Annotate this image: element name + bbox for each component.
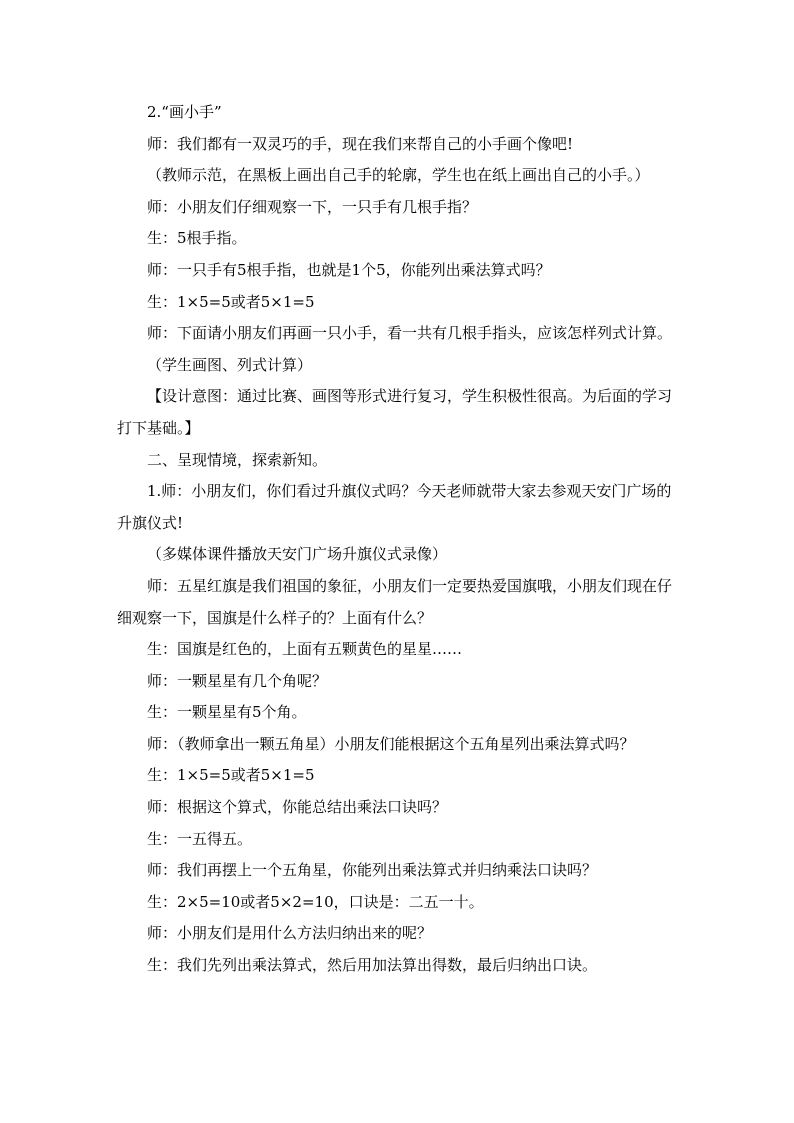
paragraph-8: 师：下面请小朋友们再画一只小手，看一共有几根手指头，应该怎样列式计算。: [147, 324, 673, 343]
paragraph-19: 生：1×5=5或者5×1=5: [147, 766, 315, 785]
paragraph-18: 师：（教师拿出一颗五角星）小朋友们能根据这个五角星列出乘法算式吗？: [147, 734, 635, 753]
section-heading: 二、呈现情境，探索新知。: [147, 450, 328, 469]
paragraph-23: 生：2×5=10或者5×2=10，口诀是：二五一十。: [147, 892, 484, 911]
paragraph-21: 生：一五得五。: [147, 829, 253, 848]
paragraph-24: 师：小朋友们是用什么方法归纳出来的呢？: [147, 924, 433, 943]
design-intent-note: 【设计意图：通过比赛、画图等形式进行复习，学生积极性很高。为后面的学习打下基础。】: [117, 387, 673, 437]
document-page: [117, 97, 677, 982]
paragraph-6: 师：一只手有5根手指，也就是1个5，你能列出乘法算式吗？: [147, 260, 551, 279]
paragraph-13: （多媒体课件播放天安门广场升旗仪式录像）: [147, 545, 448, 564]
paragraph-25: 生：我们先列出乘法算式，然后用加法算出得数，最后归纳出口诀。: [147, 956, 598, 975]
paragraph-1: 2.“画小手”: [147, 103, 222, 121]
paragraph-16: 师：一颗星星有几个角呢？: [147, 671, 328, 690]
paragraph-9: （学生画图、列式计算）: [147, 355, 313, 374]
paragraph-4: 师：小朋友们仔细观察一下，一只手有几根手指？: [147, 197, 478, 216]
paragraph-22: 师：我们再摆上一个五角星，你能列出乘法算式并归纳乘法口诀吗？: [147, 861, 598, 880]
paragraph-3: （教师示范，在黑板上画出自己手的轮廓，学生也在纸上画出自己的小手。）: [147, 166, 650, 185]
paragraph-2: 师：我们都有一双灵巧的手，现在我们来帮自己的小手画个像吧!: [147, 134, 574, 153]
paragraph-12: 1.师：小朋友们，你们看过升旗仪式吗？今天老师就带大家去参观天安门广场的升旗仪式!: [117, 482, 672, 532]
paragraph-15: 生：国旗是红色的，上面有五颗黄色的星星……: [147, 640, 463, 659]
paragraph-7: 生：1×5=5或者5×1=5: [147, 292, 315, 311]
paragraph-5: 生：5根手指。: [147, 229, 247, 248]
paragraph-14: 师：五星红旗是我们祖国的象征，小朋友们一定要热爱国旗哦，小朋友们现在仔细观察一下，国旗是什么样子的？上面有什么？: [117, 576, 673, 627]
paragraph-20: 师：根据这个算式，你能总结出乘法口诀吗？: [147, 798, 448, 817]
paragraph-17: 生：一颗星星有5个角。: [147, 703, 307, 722]
